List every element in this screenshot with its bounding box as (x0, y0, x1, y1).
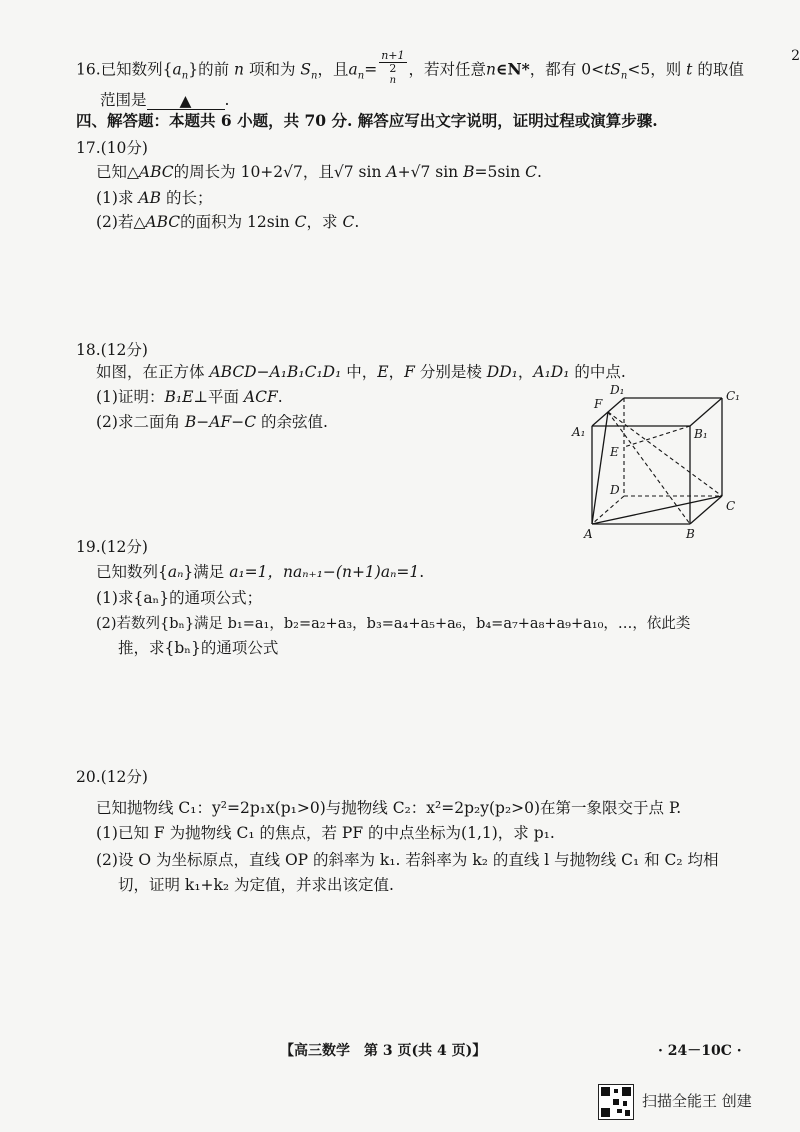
q18-part1: (1)证明：B₁E⊥平面 ACF. (96, 388, 283, 406)
q20-part2-line2: 切，证明 k₁+k₂ 为定值，并求出该定值. (118, 876, 394, 894)
answer-triangle-marker: ▲ (179, 92, 192, 110)
q20-header: 20.(12分) (76, 768, 148, 786)
footer-exam-code: · 24－10C · (658, 1043, 742, 1059)
hidden-segment-fb (608, 412, 690, 524)
label-d1: D₁ (610, 383, 625, 397)
footer-page-info: 【高三数学 第 3 页(共 4 页)】 (280, 1043, 487, 1059)
answer-blank (147, 91, 225, 110)
hidden-segment-b1e (624, 426, 690, 447)
hidden-edge-da (592, 496, 624, 524)
label-d: D (610, 483, 620, 497)
hidden-segment-fc (608, 412, 722, 496)
q17-part2: (2)若△ABC的面积为 12sin C，求 C. (96, 213, 360, 231)
scanner-watermark: 扫描全能王 创建 (642, 1092, 752, 1110)
segment-fa (592, 412, 608, 524)
label-b1: B₁ (694, 427, 708, 441)
q18-part2: (2)求二面角 B−AF−C 的余弦值. (96, 413, 328, 431)
edge-bc (690, 496, 722, 524)
label-f: F (594, 397, 603, 411)
q20-part1: (1)已知 F 为抛物线 C₁ 的焦点，若 PF 的中点坐标为(1,1)，求 p₁. (96, 824, 555, 842)
page-edge-mark: 2 (791, 48, 800, 64)
q16-line2: 范围是 ▲ . (100, 91, 230, 110)
q19-part2-line2: 推，求{bₙ}的通项公式 (118, 639, 279, 657)
qr-code-icon (598, 1084, 634, 1120)
q17-part1: (1)求 AB 的长； (96, 189, 213, 207)
q20-stem: 已知抛物线 C₁：y²=2p₁x(p₁>0)与抛物线 C₂：x²=2p₂y(p₂>0)在第一象限交于点 P. (96, 799, 682, 817)
label-c1: C₁ (726, 389, 740, 403)
q16-fraction: n+1 2 $^n$ (381, 49, 405, 86)
section-heading: 四、解答题：本题共 6 小题，共 70 分. 解答应写出文字说明，证明过程或演算步骤. (76, 111, 658, 130)
q18-header: 18.(12分) (76, 341, 148, 359)
q20-part2-line1: (2)设 O 为坐标原点，直线 OP 的斜率为 k₁. 若斜率为 k₂ 的直线 l 与抛物线 C₁ 和 C₂ 均相 (96, 851, 719, 869)
q16-line1: 16.已知数列$\{a_n\}$的前 n 项和为 $S_n$，且$a_n=$ n+1 2 $^n$ ，若对任意n∈N*，都有 $0<tS_n<5$，则 t 的取值 (76, 50, 744, 91)
cube-figure (560, 378, 750, 540)
q18-stem: 如图，在正方体 ABCD−A₁B₁C₁D₁ 中，E，F 分别是棱 DD₁，A₁D₁ 的中点. (96, 363, 626, 381)
q19-header: 19.(12分) (76, 538, 148, 556)
q17-header: 17.(10分) (76, 139, 148, 157)
label-c: C (726, 499, 736, 513)
edge-b1c1 (690, 398, 722, 426)
segment-ac (592, 496, 722, 524)
label-e: E (610, 445, 619, 459)
label-a: A (584, 527, 593, 540)
q19-stem: 已知数列{aₙ}满足 a₁=1，naₙ₊₁−(n+1)aₙ=1. (96, 563, 425, 581)
q19-part2-line1: (2)若数列{bₙ}满足 b₁=a₁，b₂=a₂+a₃，b₃=a₄+a₅+a₆，b₄=a₇+a₈+a₉+a₁₀，…，依此类 (96, 616, 691, 632)
label-a1: A₁ (572, 425, 586, 439)
q16-number: 16. (76, 60, 101, 79)
q19-part1: (1)求{aₙ}的通项公式； (96, 589, 263, 607)
label-b: B (686, 527, 695, 540)
q17-stem: 已知△ABC的周长为 10+2√7，且√7 sin A+√7 sin B=5sin C. (96, 163, 542, 181)
